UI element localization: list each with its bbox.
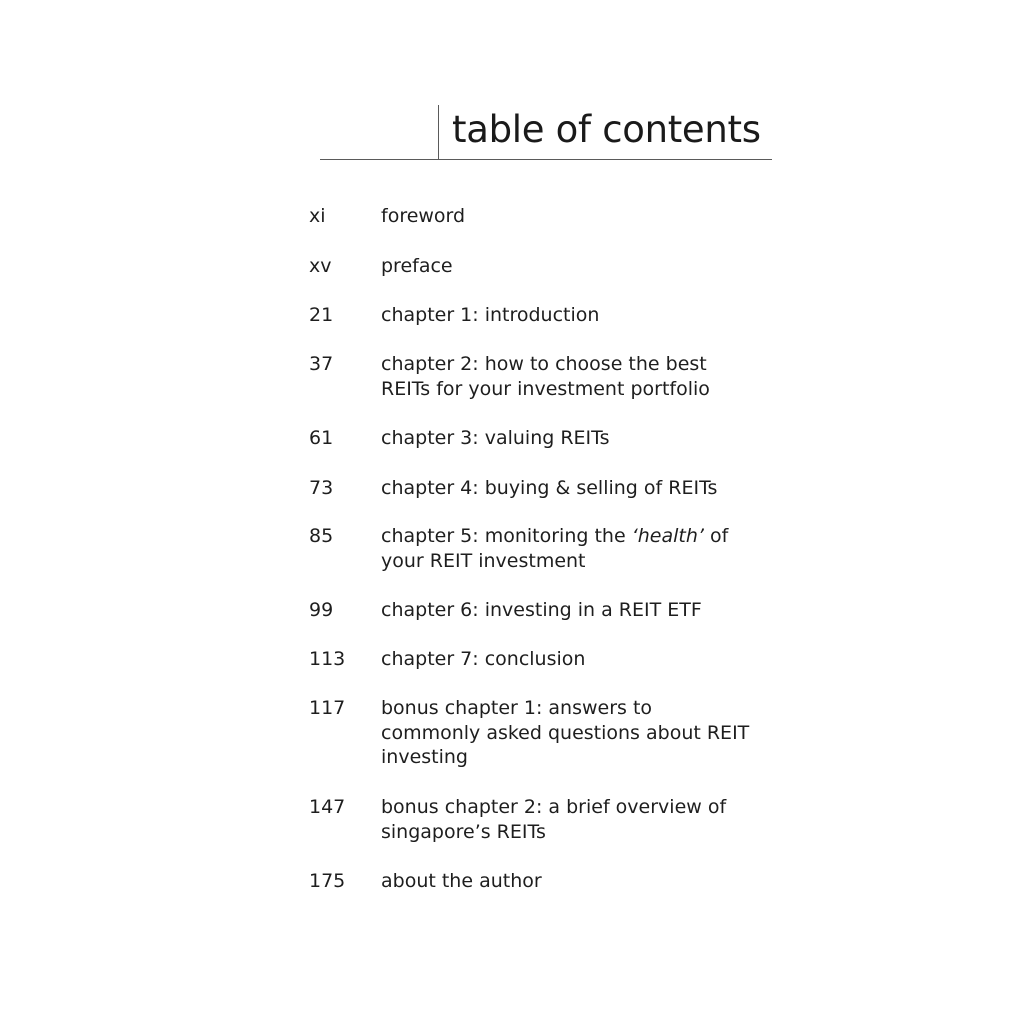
toc-page-number: 21 bbox=[309, 304, 334, 326]
toc-title-line: foreword bbox=[381, 205, 466, 227]
toc-title-line: bonus chapter 2: a brief overview of bbox=[381, 796, 727, 818]
toc-page-number: 147 bbox=[309, 796, 346, 818]
toc-entry-title bbox=[381, 204, 773, 229]
toc-page-number: 117 bbox=[309, 697, 346, 719]
toc-title-text: of bbox=[703, 525, 729, 547]
toc-entry-title bbox=[381, 598, 773, 623]
toc-page-number: 113 bbox=[309, 648, 346, 670]
toc-title-line: preface bbox=[381, 255, 453, 277]
toc-page-number: 85 bbox=[309, 525, 334, 547]
toc-entry-title bbox=[381, 426, 773, 451]
toc-title-text: chapter 5: monitoring the bbox=[381, 525, 632, 547]
toc-entry-title bbox=[381, 254, 773, 279]
toc-title-line: chapter 2: how to choose the best bbox=[381, 353, 707, 375]
toc-title-line: about the author bbox=[381, 870, 542, 892]
toc-title-line bbox=[381, 524, 773, 549]
toc-page-number: 99 bbox=[309, 599, 334, 621]
toc-title-line: chapter 6: investing in a REIT ETF bbox=[381, 599, 702, 621]
toc-entry-title bbox=[381, 303, 773, 328]
toc-page-number: xi bbox=[309, 205, 326, 227]
toc-title-line: REITs for your investment portfolio bbox=[381, 377, 710, 400]
toc-page-number: 175 bbox=[309, 870, 346, 892]
toc-page-number: xv bbox=[309, 255, 332, 277]
toc-title-line: chapter 1: introduction bbox=[381, 304, 600, 326]
toc-entry-title bbox=[381, 647, 773, 672]
toc-title-emphasis: ‘health’ bbox=[631, 525, 704, 547]
toc-entry-title bbox=[381, 795, 773, 844]
page-title: table of contents bbox=[452, 108, 761, 151]
toc-title-line: chapter 4: buying & selling of REITs bbox=[381, 477, 718, 499]
toc-title-line: investing bbox=[381, 746, 468, 768]
toc-title-line: commonly asked questions about REIT bbox=[381, 721, 750, 744]
toc-title-line: bonus chapter 1: answers to bbox=[381, 697, 653, 719]
toc-page-number: 73 bbox=[309, 477, 334, 499]
toc-entry-title bbox=[381, 476, 773, 501]
toc-title-line: chapter 7: conclusion bbox=[381, 648, 586, 670]
toc-page-number: 37 bbox=[309, 353, 334, 375]
toc-title-line: your REIT investment bbox=[381, 549, 586, 572]
toc-entry-title bbox=[381, 352, 773, 401]
toc-page-number: 61 bbox=[309, 427, 334, 449]
toc-entry-title bbox=[381, 524, 773, 573]
toc-entry-title bbox=[381, 869, 773, 894]
toc-entry-title bbox=[381, 696, 773, 770]
toc-title-line: singapore’s REITs bbox=[381, 820, 546, 843]
toc-title-line: chapter 3: valuing REITs bbox=[381, 427, 610, 449]
